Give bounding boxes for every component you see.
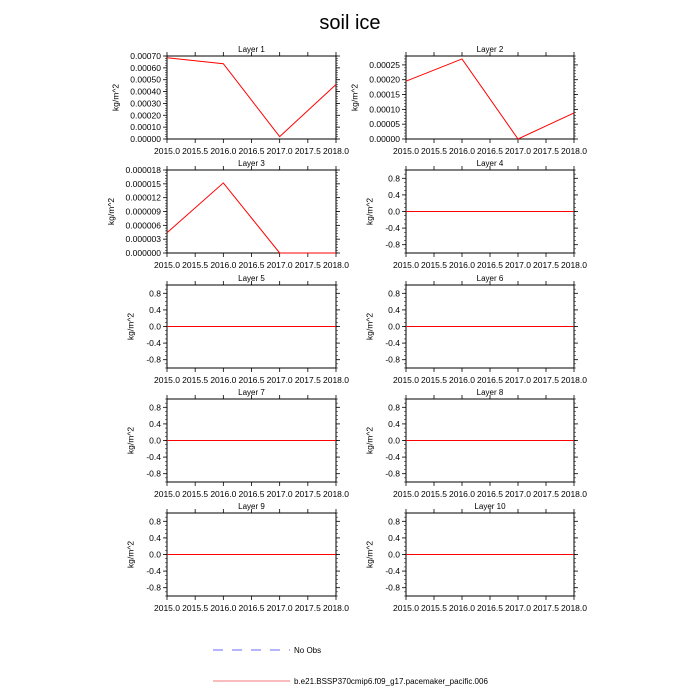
x-tick-label: 2016.5 xyxy=(477,146,503,156)
x-tick-label: 2017.5 xyxy=(294,603,321,613)
x-tick-label: 2015.0 xyxy=(393,375,419,385)
y-tick-label: -0.8 xyxy=(385,239,400,250)
y-tick-label: -0.4 xyxy=(146,338,161,349)
x-tick-label: 2016.5 xyxy=(477,603,503,613)
x-tick-label: 2015.5 xyxy=(182,489,209,499)
y-tick-label: 0.00030 xyxy=(130,98,161,109)
y-tick-label: 0.4 xyxy=(388,189,400,200)
x-tick-label: 2017.5 xyxy=(294,375,321,385)
panel-title: Layer 6 xyxy=(476,274,504,283)
x-tick-label: 2017.0 xyxy=(505,375,531,385)
y-tick-label: 0.0 xyxy=(149,435,161,446)
x-tick-label: 2015.0 xyxy=(154,260,180,270)
x-tick-label: 2016.0 xyxy=(210,603,237,613)
x-tick-label: 2017.5 xyxy=(533,260,559,270)
y-tick-label: 0.4 xyxy=(149,304,161,315)
panel-title: Layer 2 xyxy=(476,45,504,54)
panel-title: Layer 10 xyxy=(474,502,506,511)
x-tick-label: 2017.5 xyxy=(533,603,559,613)
x-tick-label: 2017.5 xyxy=(294,489,321,499)
panel-layer-9 xyxy=(125,502,349,613)
x-tick-label: 2018.0 xyxy=(561,375,587,385)
y-tick-label: 0.00005 xyxy=(369,119,400,130)
x-tick-label: 2017.0 xyxy=(266,260,293,270)
x-tick-label: 2016.5 xyxy=(477,375,503,385)
y-tick-label: 0.00060 xyxy=(130,62,161,73)
panel-layer-4 xyxy=(364,159,587,270)
panel-layer-1 xyxy=(111,45,350,156)
panel-layer-10 xyxy=(364,502,587,613)
y-tick-label: 0.000000 xyxy=(125,248,161,258)
y-tick-label: 0.00015 xyxy=(369,89,400,100)
panel-title: Layer 4 xyxy=(476,159,504,168)
y-tick-label: 0.4 xyxy=(388,304,400,315)
y-tick-label: -0.8 xyxy=(385,468,400,479)
x-tick-label: 2015.5 xyxy=(182,375,209,385)
x-tick-label: 2016.5 xyxy=(238,260,265,270)
y-tick-label: 0.000015 xyxy=(125,178,161,189)
y-tick-label: 0.4 xyxy=(149,532,161,543)
x-tick-label: 2018.0 xyxy=(561,489,587,499)
x-tick-label: 2017.0 xyxy=(266,489,293,499)
x-tick-label: 2018.0 xyxy=(561,260,587,270)
x-tick-label: 2018.0 xyxy=(561,603,587,613)
x-tick-label: 2017.5 xyxy=(533,146,559,156)
x-tick-label: 2015.5 xyxy=(421,146,447,156)
panel-title: Layer 8 xyxy=(476,388,504,397)
x-tick-label: 2017.0 xyxy=(505,489,531,499)
x-tick-label: 2015.0 xyxy=(154,375,180,385)
y-tick-label: -0.8 xyxy=(146,468,161,479)
y-axis-label: kg/m^2 xyxy=(364,426,375,455)
x-tick-label: 2015.0 xyxy=(154,489,180,499)
y-tick-label: 0.00000 xyxy=(130,134,161,144)
x-tick-label: 2015.5 xyxy=(182,260,209,270)
y-tick-label: 0.000009 xyxy=(125,206,161,217)
x-tick-label: 2017.0 xyxy=(505,260,531,270)
panel-layer-7 xyxy=(125,388,349,499)
y-tick-label: 0.00020 xyxy=(369,74,400,85)
x-tick-label: 2016.5 xyxy=(477,260,503,270)
y-tick-label: 0.0 xyxy=(388,549,400,560)
y-axis-label: kg/m^2 xyxy=(105,197,116,226)
y-tick-label: 0.8 xyxy=(388,288,400,299)
y-axis-label: kg/m^2 xyxy=(110,83,121,112)
x-tick-label: 2016.0 xyxy=(449,260,475,270)
y-tick-label: 0.00050 xyxy=(130,74,161,85)
y-tick-label: 0.00020 xyxy=(130,110,161,121)
y-tick-label: 0.00010 xyxy=(369,104,400,115)
x-tick-label: 2016.0 xyxy=(210,260,237,270)
y-tick-label: 0.8 xyxy=(388,516,400,527)
x-tick-label: 2018.0 xyxy=(323,489,349,499)
y-tick-label: 0.0 xyxy=(149,321,161,332)
x-tick-label: 2018.0 xyxy=(561,146,587,156)
y-axis-label: kg/m^2 xyxy=(125,426,136,455)
x-tick-label: 2015.0 xyxy=(393,489,419,499)
panel-layer-3 xyxy=(106,159,349,270)
panel-layer-8 xyxy=(364,388,587,499)
plot-frame xyxy=(167,170,336,253)
x-tick-label: 2015.0 xyxy=(154,603,180,613)
y-tick-label: 0.4 xyxy=(149,418,161,429)
x-tick-label: 2016.0 xyxy=(449,146,475,156)
y-tick-label: -0.8 xyxy=(385,354,400,365)
panel-title: Layer 7 xyxy=(238,388,265,397)
x-tick-label: 2016.0 xyxy=(210,375,237,385)
panel-layer-2 xyxy=(350,45,588,156)
legend-label-model: b.e21.BSSP370cmip6.f09_g17.pacemaker_pacific.006 xyxy=(294,677,488,686)
y-tick-label: 0.8 xyxy=(149,402,161,413)
x-tick-label: 2017.0 xyxy=(266,375,293,385)
y-tick-label: -0.4 xyxy=(385,338,400,349)
y-tick-label: 0.0 xyxy=(388,206,400,217)
x-tick-label: 2016.5 xyxy=(477,489,503,499)
y-axis-label: kg/m^2 xyxy=(125,540,136,569)
x-tick-label: 2017.0 xyxy=(505,603,531,613)
x-tick-label: 2016.5 xyxy=(238,375,265,385)
y-tick-label: 0.4 xyxy=(388,418,400,429)
panel-title: Layer 1 xyxy=(238,45,265,54)
y-tick-label: 0.000006 xyxy=(125,220,161,231)
y-tick-label: 0.8 xyxy=(388,402,400,413)
x-tick-label: 2015.0 xyxy=(393,603,419,613)
x-tick-label: 2018.0 xyxy=(323,603,349,613)
x-tick-label: 2017.0 xyxy=(266,146,293,156)
x-tick-label: 2017.5 xyxy=(533,375,559,385)
y-tick-label: 0.8 xyxy=(149,516,161,527)
y-tick-label: 0.00040 xyxy=(130,86,161,97)
x-tick-label: 2018.0 xyxy=(323,375,349,385)
x-tick-label: 2016.5 xyxy=(238,603,265,613)
series-line xyxy=(406,59,574,139)
y-tick-label: -0.4 xyxy=(385,566,400,577)
x-tick-label: 2017.5 xyxy=(294,260,321,270)
plot-frame xyxy=(167,56,336,139)
y-tick-label: 0.8 xyxy=(388,173,400,184)
legend-label-no-obs: No Obs xyxy=(294,646,322,655)
y-tick-label: 0.00070 xyxy=(130,51,161,61)
x-tick-label: 2016.0 xyxy=(449,375,475,385)
x-tick-label: 2017.0 xyxy=(266,603,293,613)
panel-title: Layer 5 xyxy=(238,274,265,283)
x-tick-label: 2015.0 xyxy=(154,146,180,156)
x-tick-label: 2015.0 xyxy=(393,260,419,270)
y-tick-label: -0.8 xyxy=(146,582,161,593)
y-tick-label: 0.00000 xyxy=(369,134,400,144)
x-tick-label: 2018.0 xyxy=(323,146,349,156)
x-tick-label: 2015.5 xyxy=(421,489,447,499)
panel-title: Layer 3 xyxy=(238,159,265,168)
x-tick-label: 2016.0 xyxy=(449,603,475,613)
y-tick-label: -0.4 xyxy=(146,452,161,463)
x-tick-label: 2016.0 xyxy=(210,146,237,156)
y-axis-label: kg/m^2 xyxy=(125,312,136,341)
y-tick-label: 0.000003 xyxy=(125,234,161,245)
chart-title: soil ice xyxy=(319,12,381,34)
y-tick-label: 0.000018 xyxy=(125,165,161,175)
y-axis-label: kg/m^2 xyxy=(364,197,375,226)
legend xyxy=(213,646,488,686)
x-tick-label: 2017.5 xyxy=(533,489,559,499)
y-axis-label: kg/m^2 xyxy=(364,540,375,569)
plot-frame xyxy=(406,56,574,139)
x-tick-label: 2016.5 xyxy=(238,489,265,499)
panel-layer-6 xyxy=(364,274,587,385)
series-line xyxy=(167,58,336,137)
y-tick-label: 0.0 xyxy=(388,435,400,446)
series-line xyxy=(167,183,336,253)
y-axis-label: kg/m^2 xyxy=(364,312,375,341)
y-tick-label: -0.4 xyxy=(146,566,161,577)
y-tick-label: 0.0 xyxy=(388,321,400,332)
x-tick-label: 2018.0 xyxy=(323,260,349,270)
y-tick-label: -0.4 xyxy=(385,223,400,234)
x-tick-label: 2016.0 xyxy=(449,489,475,499)
y-tick-label: 0.4 xyxy=(388,532,400,543)
x-tick-label: 2017.0 xyxy=(505,146,531,156)
y-tick-label: 0.00010 xyxy=(130,122,161,133)
x-tick-label: 2015.5 xyxy=(421,603,447,613)
x-tick-label: 2016.5 xyxy=(238,146,265,156)
x-tick-label: 2015.0 xyxy=(393,146,419,156)
x-tick-label: 2015.5 xyxy=(421,375,447,385)
y-tick-label: 0.000012 xyxy=(125,192,161,203)
panel-layer-5 xyxy=(125,274,349,385)
x-tick-label: 2015.5 xyxy=(421,260,447,270)
x-tick-label: 2015.5 xyxy=(182,603,209,613)
y-tick-label: -0.8 xyxy=(385,582,400,593)
y-axis-label: kg/m^2 xyxy=(349,83,360,112)
panel-title: Layer 9 xyxy=(238,502,265,511)
y-tick-label: 0.00025 xyxy=(369,59,400,70)
y-tick-label: -0.4 xyxy=(385,452,400,463)
x-tick-label: 2015.5 xyxy=(182,146,209,156)
x-tick-label: 2017.5 xyxy=(294,146,321,156)
y-tick-label: 0.0 xyxy=(149,549,161,560)
y-tick-label: 0.8 xyxy=(149,288,161,299)
y-tick-label: -0.8 xyxy=(146,354,161,365)
x-tick-label: 2016.0 xyxy=(210,489,237,499)
